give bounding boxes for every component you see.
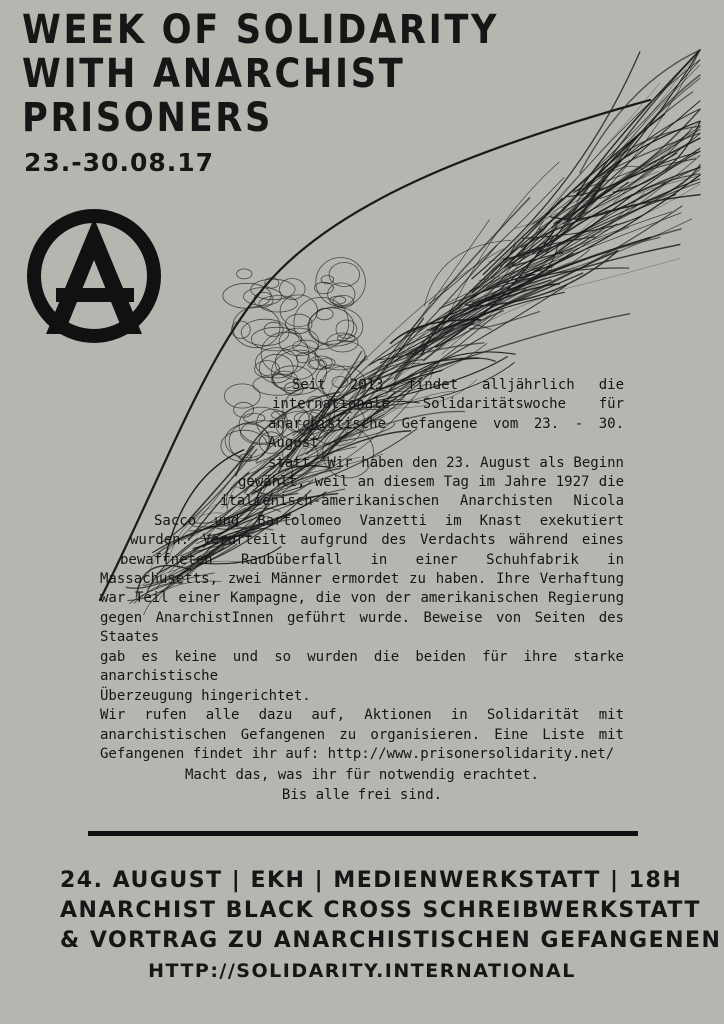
closing-line-1: Macht das, was ihr für notwendig erachtet.	[184, 767, 539, 783]
event-url-link[interactable]: HTTP://SOLIDARITY.INTERNATIONAL	[148, 960, 576, 982]
paragraph-line: Sacco und Bartolomeo Vanzetti im Knast exekutiert	[154, 512, 624, 529]
event-dates: 23.-30.08.17	[24, 148, 215, 177]
paragraph-line: gegen AnarchistInnen geführt wurde. Beweise von Seiten des Staates	[100, 609, 624, 646]
paragraph-line: Überzeugung hingerichtet.	[100, 687, 311, 704]
paragraph-line: Seit 2013 findet alljährlich die	[292, 377, 624, 393]
paragraph-line: Massachusetts, zwei Männer ermordet zu haben. Ihre Verhaftung	[100, 571, 624, 588]
paragraph-line: bewaffneten Raubüberfall in einer Schuhfabrik in	[120, 551, 624, 568]
title-line-2: WITH ANARCHIST	[22, 51, 406, 97]
event-block	[60, 866, 722, 986]
intro-text	[100, 376, 624, 706]
paragraph-line: wurden. Verurteilt aufgrund des Verdachts während eines	[130, 532, 624, 549]
call-to-action-paragraph: Wir rufen alle dazu auf, Aktionen in Solidarität mit anarchistischen Gefangenen zu organisieren. Eine Liste mit Gefangenen findet ihr auf: http://www.prisonersolidarity.net/	[100, 707, 624, 762]
paragraph-line: war Teil einer Kampagne, die von der amerikanischen Regierung	[100, 590, 624, 607]
paragraph-line: italienisch-amerikanischen Anarchisten Nicola	[220, 493, 624, 510]
event-line-3: & VORTRAG ZU ANARCHISTISCHEN GEFANGENEN	[60, 928, 722, 953]
event-line-1: 24. AUGUST | EKH | MEDIENWERKSTATT | 18H	[60, 868, 683, 893]
paragraph-line: internationale Solidaritätswoche für	[272, 396, 624, 413]
paragraph-line: statt. Wir haben den 23. August als Beginn	[268, 454, 624, 471]
paragraph-line: gewählt, weil an diesem Tag im Jahre 1927 die	[238, 474, 624, 491]
closing-text	[100, 766, 624, 805]
history-paragraph	[100, 376, 624, 706]
divider-rule	[88, 831, 638, 836]
paragraph-line: anarchistische Gefangene vom 23. - 30. August	[268, 415, 624, 452]
title-line-1: WEEK OF SOLIDARITY	[22, 7, 500, 53]
paragraph-line: gab es keine und so wurden die beiden für ihre starke anarchistische	[100, 648, 624, 685]
closing-line-2: Bis alle frei sind.	[281, 786, 443, 803]
event-line-2: ANARCHIST BLACK CROSS SCHREIBWERKSTATT	[60, 898, 701, 923]
title-line-3: PRISONERS	[22, 95, 274, 141]
